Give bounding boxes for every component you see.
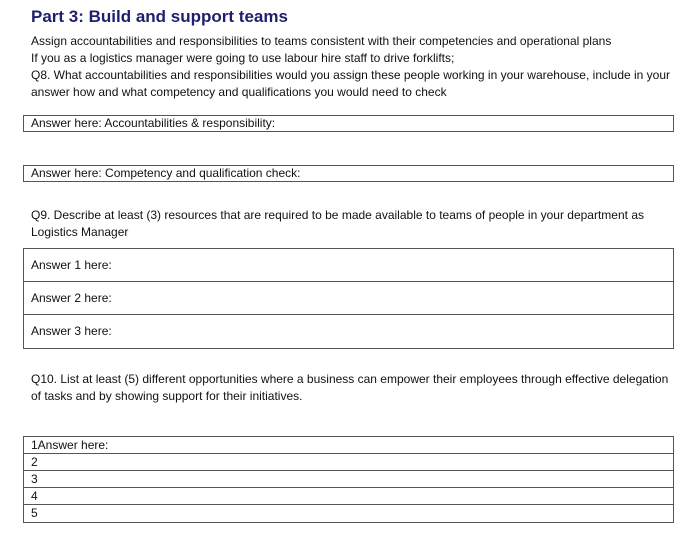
q8-accountabilities-answer-field[interactable]: Answer here: Accountabilities & responsibility: [31,116,276,130]
q8-question-line: answer how and what competency and qualifications you would need to check [31,85,447,99]
q10-answer-5-field[interactable]: 5 [31,506,38,520]
q10-question [31,371,668,405]
q10-question-line: Q10. List at least (5) different opportunities where a business can empower their employees through effective delegation [31,372,669,386]
intro-text [31,33,670,101]
q8-accountabilities-answer-box[interactable] [23,115,674,132]
q9-answer-3-field[interactable]: Answer 3 here: [31,324,112,338]
q9-question-line: Logistics Manager [31,225,129,239]
q10-answer-2-field[interactable]: 2 [24,454,673,471]
q8-competency-answer-box[interactable] [23,165,674,182]
q10-answer-table [23,436,674,523]
intro-line: If you as a logistics manager were going to use labour hire staff to drive forklifts; [31,51,455,65]
q10-answer-3-field[interactable]: 3 [24,471,673,488]
q8-question-line: Q8. What accountabilities and responsibilities would you assign these people working in your warehouse, include in your [31,68,671,82]
q9-answer-table [23,248,674,349]
intro-line: Assign accountabilities and responsibilities to teams consistent with their competencies and operational plans [31,34,612,48]
q9-question [31,207,644,241]
q8-competency-answer-field[interactable]: Answer here: Competency and qualification check: [31,166,301,180]
q9-answer-1-field[interactable]: Answer 1 here: [24,249,673,282]
q10-answer-4-field[interactable]: 4 [24,488,673,505]
q9-question-line: Q9. Describe at least (3) resources that are required to be made available to teams of people in your department as [31,208,644,222]
section-heading: Part 3: Build and support teams [31,7,288,26]
q10-question-line: of tasks and by showing support for their initiatives. [31,389,303,403]
q9-answer-2-field[interactable]: Answer 2 here: [24,282,673,315]
q10-answer-1-field[interactable]: 1Answer here: [24,437,673,454]
